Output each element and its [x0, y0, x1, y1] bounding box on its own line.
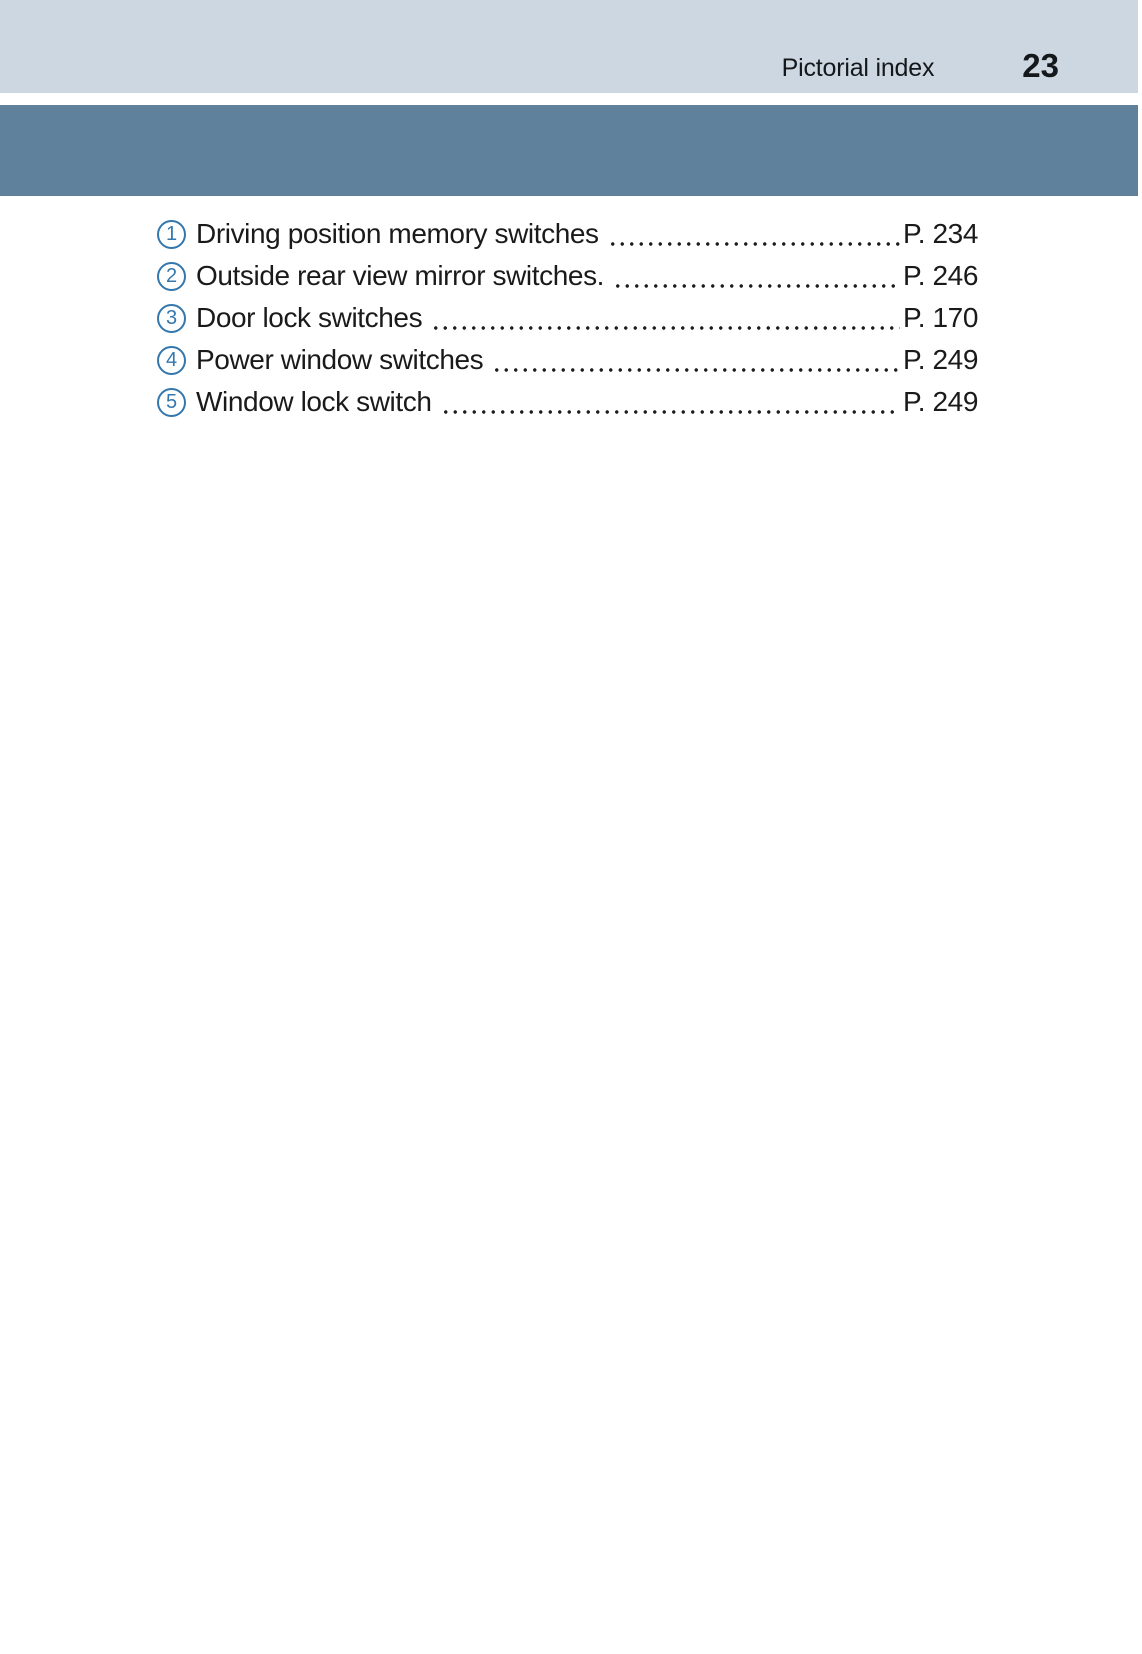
chapter-color-band: [0, 105, 1138, 196]
item-number-badge: 2: [157, 262, 186, 291]
item-number-badge: 1: [157, 220, 186, 249]
dot-leader: [608, 213, 900, 255]
item-label: Door lock switches: [196, 302, 423, 333]
dot-leader: [431, 297, 900, 339]
item-page-ref: P. 170: [903, 302, 978, 333]
item-number-badge: 4: [157, 346, 186, 375]
index-row: [157, 339, 978, 381]
item-label: Driving position memory switches: [196, 218, 599, 249]
dot-leader: [441, 381, 901, 423]
item-page-ref: P. 234: [903, 218, 978, 249]
item-label: Window lock switch: [196, 386, 432, 417]
section-title: Pictorial index: [781, 54, 935, 82]
index-row: [157, 381, 978, 423]
dot-leader: [492, 339, 900, 381]
item-page-ref: P. 246: [903, 260, 978, 291]
item-label: Outside rear view mirror switches.: [196, 260, 605, 291]
page-header: [0, 0, 1138, 93]
index-row: [157, 213, 978, 255]
item-page-ref: P. 249: [903, 344, 978, 375]
item-label: Power window switches: [196, 344, 484, 375]
dot-leader: [613, 255, 900, 297]
page-number: 23: [1022, 46, 1059, 84]
pictorial-index-list: [0, 213, 1142, 423]
index-row: [157, 297, 978, 339]
item-number-badge: 3: [157, 304, 186, 333]
index-row: [157, 255, 978, 297]
item-page-ref: P. 249: [903, 386, 978, 417]
item-number-badge: 5: [157, 388, 186, 417]
